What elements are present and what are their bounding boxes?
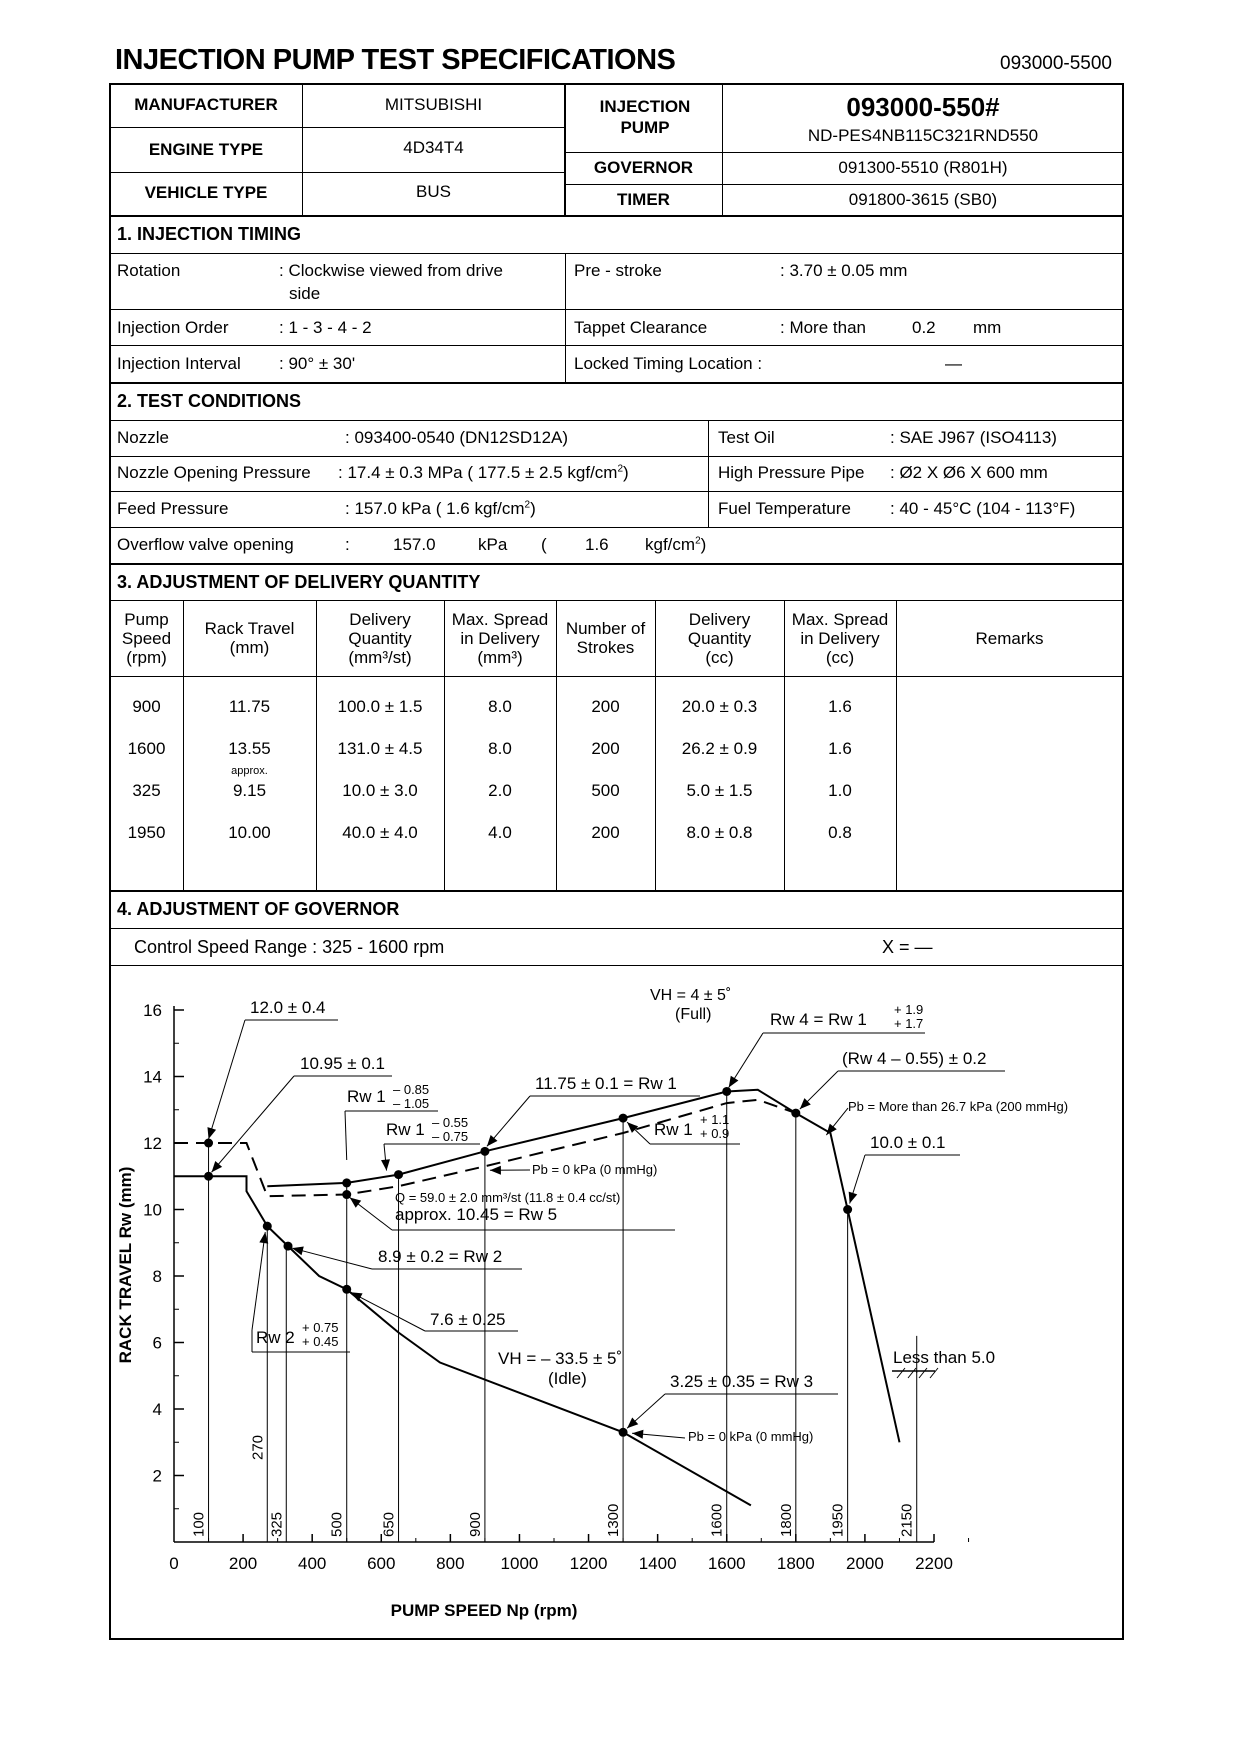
delivery-cell: 11.75 — [228, 697, 271, 716]
overflow-kpa: 157.0 — [393, 535, 436, 554]
overflow-kgf-unit: kgf/$cm^2$) — [645, 535, 707, 554]
high-pressure-pipe-label: High Pressure Pipe — [718, 463, 865, 482]
arrow-head — [350, 1198, 361, 1208]
data-point-marker — [263, 1222, 272, 1231]
vehicle-type-label: VEHICLE TYPE — [144, 183, 268, 202]
test-oil-value: : SAE J967 (ISO4113) — [890, 428, 1057, 447]
annotation-rw1-c-lower: + 0.9 — [700, 1126, 730, 1141]
fuel-temperature-label: Fuel Temperature — [718, 499, 851, 518]
delivery-cell: 8.0 — [488, 697, 512, 716]
overflow-colon: : — [345, 535, 350, 554]
data-point-marker — [342, 1178, 351, 1187]
annotation-3-25: 3.25 ± 0.35 = Rw 3 — [670, 1372, 814, 1391]
annotation-pb-zero-upper: Pb = 0 kPa (0 mmHg) — [532, 1162, 658, 1177]
data-point-marker — [204, 1172, 213, 1181]
engine-type-label: ENGINE TYPE — [148, 140, 264, 159]
delivery-cell: 13.55 — [228, 739, 271, 758]
timer-value: 091800-3615 (SB0) — [848, 190, 998, 209]
x-tick-label: 2200 — [915, 1554, 953, 1573]
vehicle-type-value: BUS — [416, 182, 451, 201]
nozzle-opening-pressure-value: : 17.4 ± 0.3 MPa ( 177.5 ± 2.5 kgf/$cm^2$) — [338, 463, 629, 482]
control-speed-range: Control Speed Range : 325 - 1600 rpm — [134, 937, 445, 957]
delivery-cell: 5.0 ± 1.5 — [686, 781, 753, 800]
annotation-q: Q = 59.0 ± 2.0 mm³/st (11.8 ± 0.4 cc/st) — [395, 1190, 621, 1205]
y-tick-label: 10 — [143, 1200, 162, 1220]
delivery-col-head: (mm³) — [477, 647, 523, 667]
x-tick-label: 1400 — [638, 1554, 677, 1573]
annotation-rw1-a-lower: – 1.05 — [393, 1096, 430, 1111]
y-tick-label: 6 — [152, 1333, 162, 1353]
data-point-marker — [204, 1139, 213, 1148]
prestroke-value: : 3.70 ± 0.05 mm — [780, 261, 908, 280]
delivery-cell: 200 — [591, 823, 620, 842]
rotation-value-cont: side — [289, 284, 321, 303]
delivery-col-head: Strokes — [576, 638, 635, 657]
overflow-kpa-unit: kPa — [478, 535, 508, 554]
feed-pressure-label: Feed Pressure — [117, 499, 229, 518]
annotation-idle: (Idle) — [548, 1369, 587, 1388]
reference-speed-label: 1800 — [777, 1503, 795, 1537]
delivery-cell: 1950 — [127, 823, 166, 842]
delivery-col-head: Remarks — [975, 628, 1044, 648]
delivery-col-head: (cc) — [705, 647, 734, 667]
annotation-rw4-upper: + 1.9 — [894, 1002, 924, 1017]
delivery-col-head: Quantity — [687, 628, 752, 648]
delivery-cell: 10.00 — [228, 823, 271, 842]
page-title: INJECTION PUMP TEST SPECIFICATIONS — [115, 44, 676, 76]
annotation-rw2-lower: + 0.45 — [302, 1334, 339, 1349]
data-point-marker — [284, 1242, 293, 1251]
delivery-cell: 1.0 — [828, 781, 852, 800]
x-tick-label: 400 — [297, 1554, 327, 1573]
delivery-col-head: in Delivery — [460, 628, 540, 648]
annotation-leader — [252, 1232, 265, 1330]
tappet-label: Tappet Clearance — [574, 318, 708, 337]
fuel-temperature-value: : 40 - 45°C (104 - 113°F) — [890, 499, 1076, 518]
governor-value: 091300-5510 (R801H) — [838, 158, 1008, 177]
annotation-10-0: 10.0 ± 0.1 — [870, 1133, 946, 1152]
arrow-head — [729, 1076, 739, 1088]
manufacturer-label: MANUFACTURER — [134, 95, 278, 114]
x-tick-label: 0 — [169, 1554, 179, 1573]
annotation-less-than-5: Less than 5.0 — [893, 1348, 996, 1367]
x-tick-label: 1600 — [707, 1554, 746, 1573]
approx-note: approx. — [231, 765, 268, 777]
x-tick-label: 800 — [436, 1554, 465, 1573]
annotation-rw2-upper: + 0.75 — [302, 1320, 339, 1335]
reference-speed-label: 900 — [466, 1511, 484, 1537]
delivery-cell: 1600 — [127, 739, 166, 758]
delivery-col-head: Number of — [565, 619, 646, 638]
delivery-col-head: (cc) — [825, 647, 855, 667]
hatch-mark — [930, 1368, 938, 1378]
high-pressure-pipe-value: : Ø2 X Ø6 X 600 mm — [890, 463, 1048, 482]
delivery-col-head: Delivery — [688, 609, 751, 629]
section-test-conditions: 2. TEST CONDITIONS — [117, 391, 302, 411]
arrow-head — [826, 1124, 836, 1135]
annotation-rw2: Rw 2 — [256, 1328, 295, 1347]
arrow-head — [212, 1161, 223, 1172]
annotation-10-95: 10.95 ± 0.1 — [300, 1054, 385, 1073]
x-tick-label: 200 — [228, 1554, 258, 1573]
reference-speed-label: 1600 — [708, 1503, 726, 1537]
section-delivery-quantity: 3. ADJUSTMENT OF DELIVERY QUANTITY — [117, 572, 481, 592]
annotation-pb-more: Pb = More than 26.7 kPa (200 mmHg) — [848, 1099, 1069, 1114]
reference-speed-label: 270 — [249, 1434, 267, 1460]
tappet-unit: mm — [973, 318, 1002, 337]
x-tick-label: 600 — [367, 1554, 396, 1573]
y-tick-label: 4 — [152, 1400, 162, 1419]
annotation-12-0: 12.0 ± 0.4 — [250, 998, 326, 1017]
locked-timing-label: Locked Timing Location : — [574, 354, 763, 373]
delivery-col-head: Quantity — [348, 628, 412, 648]
annotation-11-75: 11.75 ± 0.1 = Rw 1 — [535, 1074, 677, 1093]
data-point-marker — [843, 1205, 852, 1214]
y-tick-label: 16 — [143, 1001, 162, 1020]
injection-order-label: Injection Order — [117, 318, 229, 337]
delivery-cell: 8.0 — [488, 739, 512, 758]
delivery-col-head: in Delivery — [800, 628, 880, 648]
delivery-cell: 100.0 ± 1.5 — [337, 697, 423, 716]
delivery-cell: 9.15 — [232, 781, 267, 800]
delivery-col-head: Max. Spread — [791, 609, 889, 629]
delivery-cell: 40.0 ± 4.0 — [342, 823, 418, 842]
x-tick-label: 2000 — [845, 1554, 884, 1573]
timer-label: TIMER — [617, 190, 670, 209]
annotation-leader — [345, 1111, 347, 1160]
annotation-vh-idle: VH = – 33.5 ± 5˚ — [498, 1349, 623, 1368]
annotation-full: (Full) — [675, 1006, 712, 1023]
prestroke-label: Pre - stroke — [574, 261, 662, 280]
tappet-value: : More than — [780, 318, 866, 337]
annotation-rw4: Rw 4 = Rw 1 — [770, 1010, 867, 1029]
arrow-head — [381, 1159, 390, 1170]
manufacturer-value: MITSUBISHI — [384, 95, 483, 114]
annotation-rw4-lower: + 1.7 — [894, 1016, 924, 1031]
delivery-cell: 1.6 — [828, 697, 852, 716]
annotation-rw1-c: Rw 1 — [654, 1120, 693, 1139]
annotation-pb-zero-lower: Pb = 0 kPa (0 mmHg) — [688, 1429, 814, 1444]
y-tick-label: 8 — [152, 1267, 162, 1286]
data-point-marker — [394, 1170, 403, 1179]
injection-interval-label: Injection Interval — [117, 354, 241, 373]
reference-speed-label: 1300 — [605, 1503, 623, 1537]
annotation-rw4-minus: (Rw 4 – 0.55) ± 0.2 — [842, 1049, 987, 1068]
x-value: X = — — [882, 937, 933, 957]
arrow-head — [487, 1135, 498, 1146]
x-tick-label: 1000 — [500, 1554, 539, 1573]
hatch-mark — [919, 1368, 927, 1378]
delivery-cell: 0.8 — [828, 823, 852, 842]
data-point-marker — [619, 1114, 628, 1123]
nozzle-opening-pressure-label: Nozzle Opening Pressure — [117, 463, 311, 482]
annotation-leader — [351, 1292, 425, 1331]
delivery-col-head: (rpm) — [126, 647, 167, 667]
injection-order-value: : 1 - 3 - 4 - 2 — [279, 318, 372, 337]
overflow-kgf: 1.6 — [585, 535, 609, 554]
data-point-marker — [619, 1428, 628, 1437]
reference-speed-label: 100 — [190, 1511, 208, 1537]
data-point-marker — [722, 1087, 731, 1096]
x-axis-label: PUMP SPEED Np (rpm) — [390, 1601, 578, 1620]
x-tick-label: 1800 — [776, 1554, 815, 1573]
data-point-marker — [480, 1147, 489, 1156]
annotation-rw1-b-upper: – 0.55 — [432, 1115, 469, 1130]
delivery-col-head: Delivery — [349, 609, 411, 629]
annotation-rw1-b-lower: – 0.75 — [432, 1129, 469, 1144]
delivery-cell: 8.0 ± 0.8 — [686, 823, 753, 842]
hatch-mark — [897, 1368, 905, 1378]
annotation-rw1-b: Rw 1 — [386, 1120, 425, 1139]
annotation-rw1-a: Rw 1 — [347, 1087, 386, 1106]
section-injection-timing: 1. INJECTION TIMING — [117, 224, 302, 244]
delivery-cell: 325 — [132, 781, 161, 800]
delivery-cell: 1.6 — [828, 739, 852, 758]
rotation-label: Rotation — [117, 261, 181, 280]
governor-label: GOVERNOR — [593, 158, 694, 177]
delivery-col-head: Max. Spread — [451, 609, 549, 629]
reference-speed-label: 2150 — [898, 1503, 916, 1537]
annotation-leader — [292, 1248, 372, 1269]
reference-speed-label: 325 — [268, 1511, 286, 1537]
arrow-head — [490, 1166, 501, 1175]
injection-interval-value: : 90° ± 30' — [279, 354, 356, 373]
delivery-col-head: Pump — [124, 609, 169, 629]
document-number: 093000-5500 — [1000, 53, 1112, 74]
annotation-rw5: approx. 10.45 = Rw 5 — [395, 1205, 558, 1224]
annotation-vh-full: VH = 4 ± 5˚ — [650, 987, 732, 1004]
delivery-cell: 2.0 — [488, 781, 512, 800]
pump-number: 093000-550# — [846, 92, 1000, 122]
engine-type-value: 4D34T4 — [403, 138, 464, 157]
y-tick-label: 12 — [143, 1134, 162, 1153]
section-governor: 4. ADJUSTMENT OF GOVERNOR — [117, 899, 400, 919]
reference-speed-label: 650 — [380, 1511, 398, 1537]
delivery-cell: 500 — [591, 781, 620, 800]
arrow-head — [207, 1127, 216, 1139]
tappet-number: 0.2 — [912, 318, 936, 337]
annotation-8-9: 8.9 ± 0.2 = Rw 2 — [378, 1247, 503, 1266]
rotation-value: : Clockwise viewed from drive — [279, 261, 503, 280]
feed-pressure-value: : 157.0 kPa ( 1.6 kgf/$cm^2$) — [345, 499, 536, 518]
reference-speed-label: 1950 — [829, 1503, 847, 1537]
delivery-cell: 200 — [591, 697, 620, 716]
annotation-rw1-a-upper: – 0.85 — [393, 1082, 430, 1097]
reference-speed-label: 500 — [328, 1511, 346, 1537]
delivery-col-head: Rack Travel — [204, 619, 295, 638]
test-oil-label: Test Oil — [718, 428, 775, 447]
data-point-marker — [342, 1285, 351, 1294]
overflow-valve-label: Overflow valve opening — [117, 535, 294, 554]
delivery-cell: 20.0 ± 0.3 — [681, 697, 758, 716]
delivery-col-head: (mm) — [229, 638, 270, 657]
arrow-head — [849, 1192, 858, 1204]
hatch-mark — [908, 1368, 916, 1378]
injection-pump-label: INJECTION PUMP — [599, 97, 691, 137]
nozzle-value: : 093400-0540 (DN12SD12A) — [345, 428, 569, 447]
y-tick-label: 14 — [143, 1067, 162, 1087]
x-tick-label: 1200 — [569, 1554, 608, 1573]
nozzle-label: Nozzle — [117, 428, 169, 447]
pump-model: ND-PES4NB115C321RND550 — [807, 126, 1039, 145]
delivery-cell: 131.0 ± 4.5 — [337, 739, 423, 758]
annotation-7-6: 7.6 ± 0.25 — [430, 1310, 506, 1329]
data-point-marker — [791, 1109, 800, 1118]
delivery-cell: 900 — [132, 697, 161, 716]
delivery-cell: 26.2 ± 0.9 — [681, 739, 758, 758]
annotation-rw1-c-upper: + 1.1 — [700, 1112, 730, 1127]
delivery-cell: 4.0 — [488, 823, 512, 842]
overflow-paren: ( — [541, 535, 547, 554]
y-axis-label: RACK TRAVEL Rw (mm) — [116, 1166, 135, 1364]
delivery-col-head: (mm³/st) — [348, 647, 412, 667]
annotation-leader — [209, 1020, 245, 1139]
delivery-cell: 200 — [591, 739, 620, 758]
y-tick-label: 2 — [152, 1466, 162, 1486]
locked-timing-value: — — [945, 354, 962, 373]
delivery-cell: 10.0 ± 3.0 — [342, 781, 418, 800]
delivery-col-head: Speed — [121, 628, 172, 648]
